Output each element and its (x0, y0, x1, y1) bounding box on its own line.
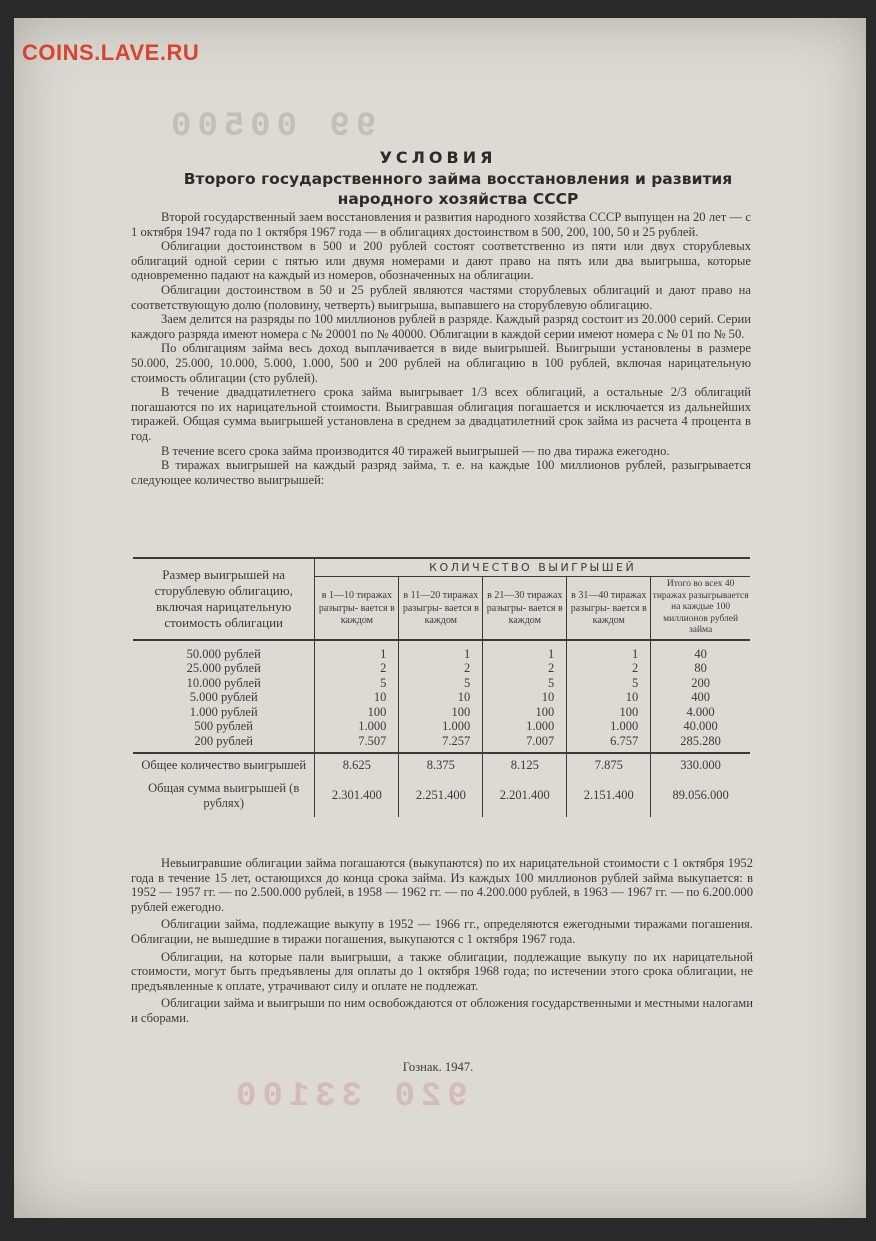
draws-31-40-header: в 31—40 тиражах разыгры- вается в каждом (567, 577, 651, 640)
paragraph: В течение всего срока займа производится 40 тиражей выигрышей — по два тиража ежегодно. (161, 443, 670, 458)
show-through-serial-top: 99 00500 (165, 108, 377, 146)
prize-size-header: Размер выигрышей на сторублевую облигацию, включая нарицательную стоимость облигации (133, 558, 315, 640)
total-count-cell: 330.000 (651, 753, 750, 777)
total-sum-cell: 2.151.400 (567, 777, 651, 817)
draws-1-10-cell: 1 2 5 10 100 1.000 7.507 (315, 640, 399, 753)
table-row (133, 640, 750, 753)
total-all-draws-header: Итого во всех 40 тиражах разыгрывается на каждые 100 миллионов рублей займа (651, 577, 750, 640)
site-watermark: COINS.LAVE.RU (22, 40, 200, 65)
paragraph: Второй государственный заем восстановления и развития народного хозяйства СССР выпущен на 20 лет — с 1 октября 1947 года по 1 октября 1967 года — в облигациях достоинством в 500, 200, 100, 50 и 25 рублей. (131, 210, 751, 239)
paragraph: Облигации займа, подлежащие выкупу в 1952 — 1966 гг., определяются ежегодными тиражами погашения. Облигации, не вышедшие в тиражи погашения, выкупаются с 1 октября 1967 года. (131, 917, 753, 946)
total-sum-cell: 89.056.000 (672, 788, 729, 803)
draws-11-20-header: в 11—20 тиражах разыгры- вается в каждом (399, 577, 483, 640)
total-sum-row (133, 777, 750, 817)
prize-table (133, 557, 750, 817)
paragraph: Заем делится на разряды по 100 миллионов рублей в разряде. Каждый разряд состоит из 20.000 серий. Серии каждого разряда имеют номера с № 20001 по № 40000. Облигации в каждой серии имеют номера с № 01 по № 50. (131, 312, 751, 341)
paragraph: По облигациям займа весь доход выплачивается в виде выигрышей. Выигрыши установлены в размере 50.000, 25.000, 10.000, 5.000, 1.000, 500 и 200 рублей на облигацию в 100 рублей, включая нарицательную стоимость облигации (сто рублей). (131, 341, 751, 385)
total-all-draws-cell: 40 80 200 400 4.000 40.000 285.280 (680, 646, 721, 749)
total-sum-label: Общая сумма выигрышей (в рублях) (133, 777, 315, 817)
paragraph: Облигации займа и выигрыши по ним освобождаются от обложения государственными и местными налогами и сборами. (131, 996, 753, 1025)
paragraph: Облигации, на которые пали выигрыши, а также облигации, подлежащие выкупу по их нарицательной стоимости, могут быть предъявлены для оплаты до 1 октября 1968 года; по истечении этого срока облигации, не предъявленные к оплате, утрачивают силу и оплате не подлежат. (131, 949, 753, 993)
total-count-row (133, 753, 750, 777)
paragraph: Невыигравшие облигации займа погашаются (выкупаются) по их нарицательной стоимости с 1 октября 1952 года в течение 15 лет, остающихся до конца срока займа. Из каждых 100 миллионов рублей займа выкупается: в 1952 — 1957 гг. — по 2.500.000 рублей, в 1958 — 1962 гг. — по 4.200.000 рублей, в 1963 — 1967 гг. — по 6.200.000 рублей ежегодно. (131, 856, 753, 914)
total-count-cell: 8.375 (399, 753, 483, 777)
total-count-cell: 8.125 (483, 753, 567, 777)
total-sum-cell: 2.251.400 (399, 777, 483, 817)
total-count-label: Общее количество выигрышей (133, 753, 315, 777)
prize-labels-cell: 50.000 рублей 25.000 рублей 10.000 рублей 5.000 рублей 1.000 рублей 500 рублей 200 рублей (133, 640, 315, 753)
subtitle-line-1: Второго государственного займа восстановления и развития (183, 170, 733, 188)
subtitle-line-2: народного хозяйства СССР (337, 190, 579, 208)
prize-count-header: КОЛИЧЕСТВО ВЫИГРЫШЕЙ (315, 558, 750, 577)
closing-text (131, 856, 753, 1026)
total-count-cell: 7.875 (567, 753, 651, 777)
printer-imprint: Гознак. 1947. (402, 1060, 474, 1074)
draws-1-10-header: в 1—10 тиражах разыгры- вается в каждом (315, 577, 399, 640)
paragraph: В течение двадцатилетнего срока займа выигрывает 1/3 всех облигаций, а остальные 2/3 облигаций погашаются по их нарицательной стоимости. Выигравшая облигация погашается и исключается из дальнейших тиражей. Общая сумма выигрышей установлена в среднем за двадцатилетний срок займа из расчета 4 процента в год. (131, 385, 751, 443)
show-through-serial-bottom: 920 33100 (230, 1078, 468, 1116)
draws-31-40-cell: 1 2 5 10 100 1.000 6.757 (567, 640, 651, 753)
draws-21-30-header: в 21—30 тиражах разыгры- вается в каждом (483, 577, 567, 640)
conditions-title: УСЛОВИЯ (379, 148, 497, 167)
paragraph: Облигации достоинством в 500 и 200 рублей состоят соответственно из пяти или двух сторублевых облигаций одной серии с пятью или двумя номерами и дают право на пять или два выигрыша, которые одновременно падают на каждый из номеров, обозначенных на облигации. (131, 239, 751, 283)
total-count-cell: 8.625 (315, 753, 399, 777)
paragraph: Облигации достоинством в 50 и 25 рублей являются частями сторублевых облигаций и дают право на соответствующую долю (половину, четверть) выигрыша, выпавшего на сторублевую облигацию. (131, 282, 751, 312)
total-sum-cell: 2.201.400 (483, 777, 567, 817)
total-sum-cell: 2.301.400 (315, 777, 399, 817)
paragraph: В тиражах выигрышей на каждый разряд займа, т. е. на каждые 100 миллионов рублей, разыгрывается следующее количество выигрышей: (131, 458, 751, 487)
draws-21-30-cell: 1 2 5 10 100 1.000 7.007 (483, 640, 567, 753)
intro-text (131, 210, 751, 487)
draws-11-20-cell: 1 2 5 10 100 1.000 7.257 (399, 640, 483, 753)
